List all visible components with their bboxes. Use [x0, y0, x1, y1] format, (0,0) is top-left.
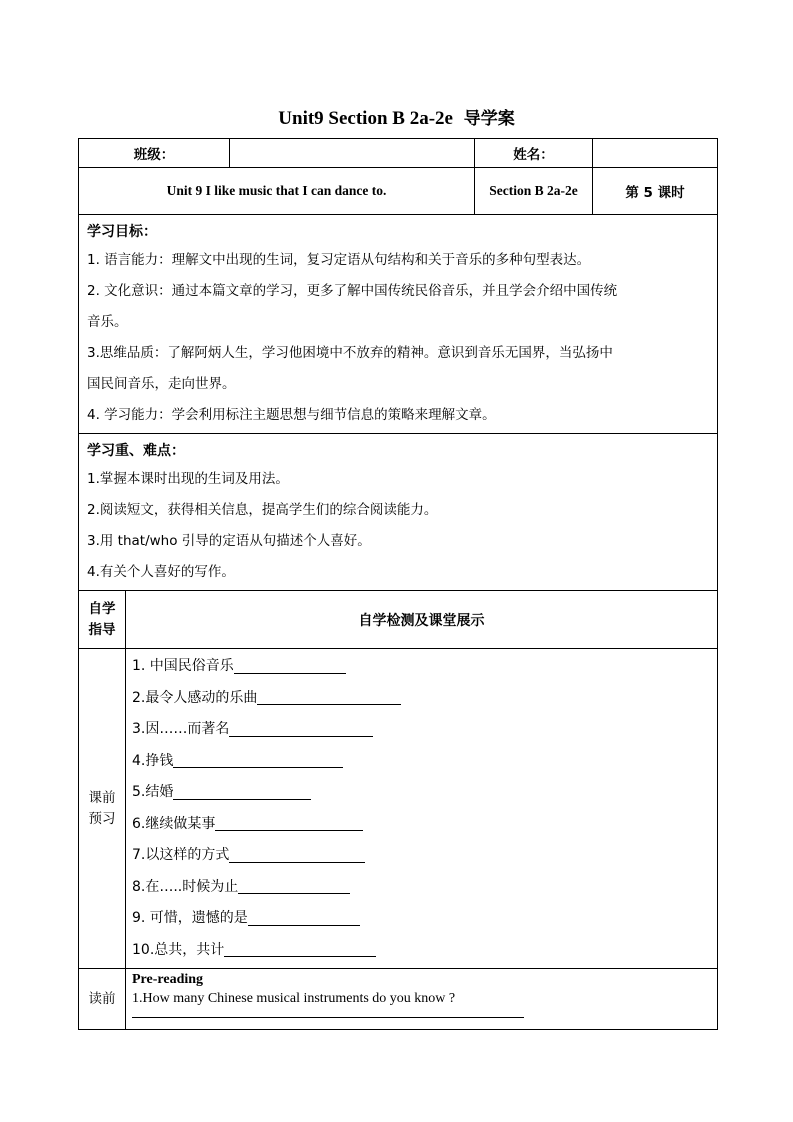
document-title-cn: 导学案 [463, 109, 515, 129]
objective-line: 2. 文化意识：通过本篇文章的学习，更多了解中国传统民俗音乐，并且学会介绍中国传统 [87, 283, 618, 299]
preview-item-text: 8.在…..时候为止 [132, 878, 239, 895]
reading-row [79, 969, 718, 1030]
objectives-heading: 学习目标： [87, 224, 157, 240]
preview-item-text: 4.挣钱 [132, 752, 174, 769]
objective-line: 3.思维品质：了解阿炳人生，学习他困境中不放弃的精神。意识到音乐无国界，当弘扬中 [87, 345, 613, 361]
pre-reading-question: 1.How many Chinese musical instruments do you know ? [132, 991, 456, 1006]
objectives-block [79, 215, 718, 434]
preview-item [132, 935, 711, 967]
preview-item [132, 903, 711, 935]
preview-item-text: 5.结婚 [132, 784, 174, 800]
key-points-block [79, 434, 718, 591]
pre-reading-block [126, 969, 718, 1030]
answer-blank[interactable] [173, 766, 343, 768]
lesson-label: 第 5 课时 [593, 168, 718, 215]
preview-item [132, 746, 711, 778]
reading-side-label: 读前 [79, 969, 126, 1030]
key-points-heading: 学习重、难点： [87, 443, 185, 459]
pre-reading-heading: Pre-reading [132, 972, 204, 987]
answer-blank[interactable] [173, 798, 311, 800]
preview-item [132, 651, 711, 683]
answer-blank[interactable] [229, 861, 365, 863]
guide-content-label: 自学检测及课堂展示 [126, 591, 718, 649]
document-title [0, 104, 793, 130]
section-label: Section B 2a-2e [475, 168, 593, 215]
key-point-line: 1.掌握本课时出现的生词及用法。 [87, 471, 289, 487]
class-field[interactable] [230, 139, 475, 168]
preview-item-text: 6.继续做某事 [132, 815, 216, 832]
unit-row [79, 168, 718, 215]
key-points-row [79, 434, 718, 591]
answer-line[interactable] [132, 1011, 524, 1018]
objective-line: 1. 语言能力：理解文中出现的生词，复习定语从句结构和关于音乐的多种句型表达。 [87, 252, 591, 268]
preview-item [132, 872, 711, 904]
preview-item [132, 683, 711, 715]
preview-item [132, 714, 711, 746]
name-field[interactable] [593, 139, 718, 168]
objectives-row [79, 215, 718, 434]
preview-item [132, 777, 711, 809]
answer-blank[interactable] [224, 955, 376, 957]
worksheet-table [78, 138, 718, 1030]
name-label: 姓名： [475, 139, 593, 168]
guide-side-label: 自学 指导 [79, 591, 126, 649]
preview-item-text: 3.因……而著名 [132, 721, 230, 737]
answer-blank[interactable] [248, 924, 360, 926]
objective-line: 国民间音乐，走向世界。 [87, 376, 236, 392]
answer-blank[interactable] [257, 703, 401, 705]
preview-item-text: 1. 中国民俗音乐 [132, 658, 234, 674]
document-title-en: Unit9 Section B 2a-2e [278, 108, 453, 129]
key-point-line: 3.用 that/who 引导的定语从句描述个人喜好。 [87, 533, 371, 549]
answer-blank[interactable] [238, 892, 350, 894]
header-row [79, 139, 718, 168]
preview-item [132, 809, 711, 841]
preview-item-text: 10.总共，共计 [132, 941, 225, 958]
preview-row [79, 649, 718, 969]
unit-title: Unit 9 I like music that I can dance to. [79, 168, 475, 215]
objective-line: 4. 学习能力：学会利用标注主题思想与细节信息的策略来理解文章。 [87, 407, 496, 423]
preview-item [132, 840, 711, 872]
preview-item-text: 7.以这样的方式 [132, 847, 230, 863]
preview-item-text: 9. 可惜，遗憾的是 [132, 910, 248, 926]
key-point-line: 2.阅读短文，获得相关信息，提高学生们的综合阅读能力。 [87, 502, 438, 518]
preview-item-text: 2.最令人感动的乐曲 [132, 689, 258, 706]
preview-list [126, 649, 718, 969]
key-point-line: 4.有关个人喜好的写作。 [87, 564, 235, 580]
answer-blank[interactable] [229, 735, 373, 737]
answer-blank[interactable] [215, 829, 363, 831]
class-label: 班级： [79, 139, 230, 168]
objective-line: 音乐。 [87, 314, 128, 330]
answer-blank[interactable] [234, 672, 346, 674]
preview-side-label: 课前 预习 [79, 649, 126, 969]
guide-row [79, 591, 718, 649]
